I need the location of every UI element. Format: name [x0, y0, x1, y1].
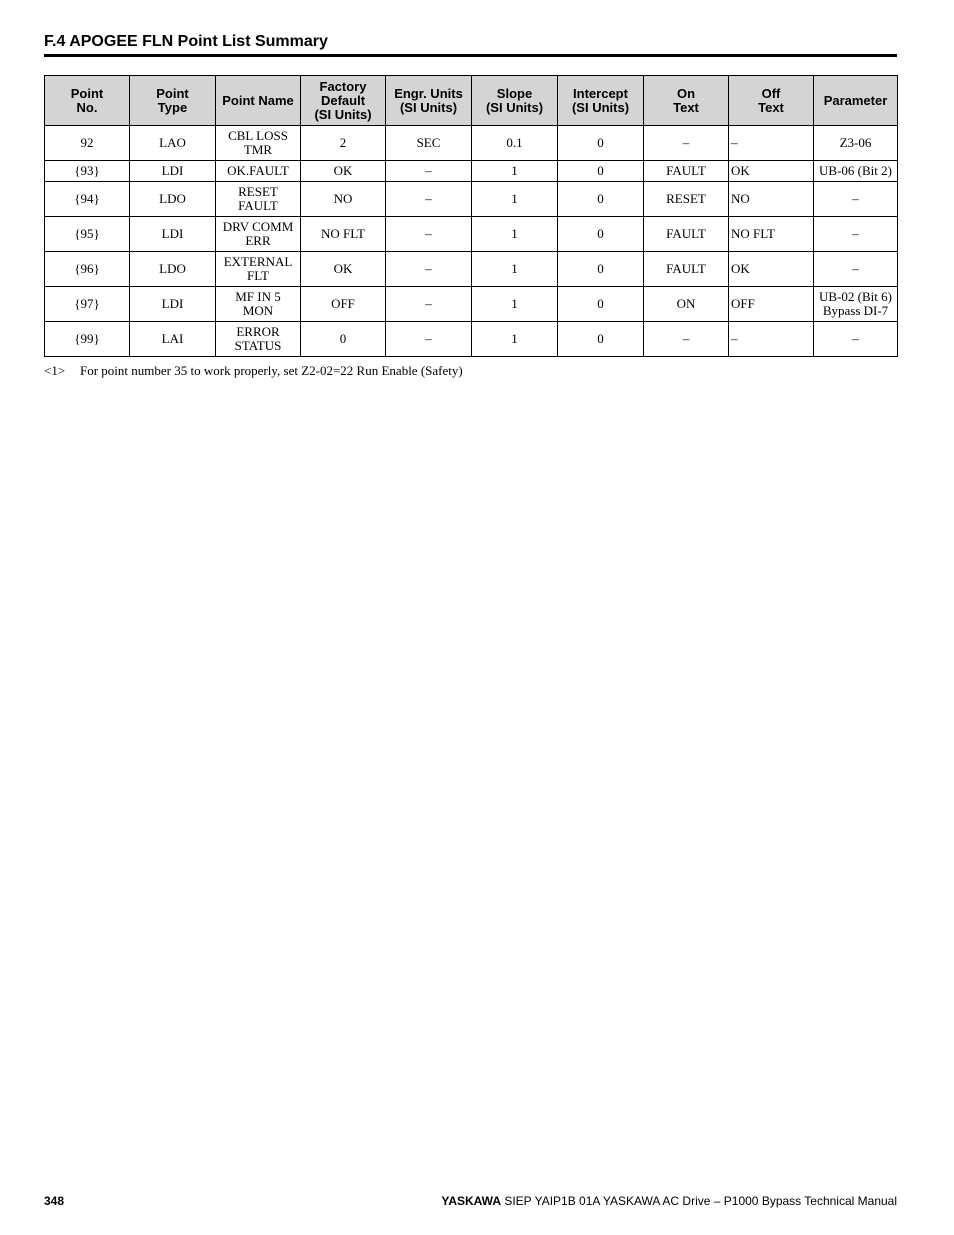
cell-factory-default: NO — [301, 182, 386, 217]
cell-on-text: FAULT — [644, 161, 729, 182]
cell-point-type: LDI — [130, 161, 216, 182]
cell-off-text: – — [729, 322, 814, 357]
cell-point-name: DRV COMM ERR — [216, 217, 301, 252]
cell-point-name: MF IN 5 MON — [216, 287, 301, 322]
cell-engr-units: – — [386, 322, 472, 357]
table-row — [45, 161, 898, 182]
cell-intercept: 0 — [558, 217, 644, 252]
cell-engr-units: – — [386, 287, 472, 322]
header-on-text: On Text — [644, 76, 729, 126]
cell-point-type: LDO — [130, 182, 216, 217]
header-parameter: Parameter — [814, 76, 898, 126]
cell-point-no: {95} — [45, 217, 130, 252]
cell-engr-units: – — [386, 252, 472, 287]
cell-parameter: – — [814, 252, 898, 287]
cell-point-type: LAO — [130, 126, 216, 161]
cell-point-type: LDI — [130, 217, 216, 252]
table-row — [45, 287, 898, 322]
cell-point-name: RESET FAULT — [216, 182, 301, 217]
cell-slope: 1 — [472, 287, 558, 322]
cell-on-text: RESET — [644, 182, 729, 217]
table-row — [45, 217, 898, 252]
cell-off-text: – — [729, 126, 814, 161]
cell-parameter: – — [814, 182, 898, 217]
header-slope: Slope (SI Units) — [472, 76, 558, 126]
header-point-name: Point Name — [216, 76, 301, 126]
cell-parameter: Z3-06 — [814, 126, 898, 161]
cell-intercept: 0 — [558, 287, 644, 322]
header-off-text: Off Text — [729, 76, 814, 126]
table-row — [45, 182, 898, 217]
cell-point-name: OK.FAULT — [216, 161, 301, 182]
cell-factory-default: 0 — [301, 322, 386, 357]
cell-intercept: 0 — [558, 322, 644, 357]
table-body — [45, 126, 898, 357]
cell-on-text: FAULT — [644, 217, 729, 252]
header-point-type: Point Type — [130, 76, 216, 126]
cell-slope: 1 — [472, 182, 558, 217]
cell-slope: 0.1 — [472, 126, 558, 161]
cell-factory-default: NO FLT — [301, 217, 386, 252]
footnote-text: For point number 35 to work properly, set Z2-02=22 Run Enable (Safety) — [80, 363, 463, 378]
cell-parameter: – — [814, 217, 898, 252]
cell-on-text: – — [644, 322, 729, 357]
cell-engr-units: – — [386, 182, 472, 217]
cell-point-no: {99} — [45, 322, 130, 357]
cell-parameter: UB-02 (Bit 6) Bypass DI-7 — [814, 287, 898, 322]
cell-factory-default: OK — [301, 161, 386, 182]
cell-point-no: {93} — [45, 161, 130, 182]
cell-point-no: {97} — [45, 287, 130, 322]
cell-intercept: 0 — [558, 126, 644, 161]
cell-off-text: OK — [729, 161, 814, 182]
cell-off-text: NO — [729, 182, 814, 217]
cell-factory-default: OK — [301, 252, 386, 287]
page-number: 348 — [44, 1194, 65, 1208]
section-title: F.4 APOGEE FLN Point List Summary — [44, 33, 328, 50]
cell-parameter: – — [814, 322, 898, 357]
cell-slope: 1 — [472, 161, 558, 182]
header-factory-default: Factory Default (SI Units) — [301, 76, 386, 126]
cell-point-name: CBL LOSS TMR — [216, 126, 301, 161]
cell-point-name: EXTERNAL FLT — [216, 252, 301, 287]
header-engr-units: Engr. Units (SI Units) — [386, 76, 472, 126]
header-intercept: Intercept (SI Units) — [558, 76, 644, 126]
footer-brand: YASKAWA — [441, 1194, 501, 1208]
cell-point-no: {94} — [45, 182, 130, 217]
cell-point-no: 92 — [45, 126, 130, 161]
table-row — [45, 126, 898, 161]
header-point-no: Point No. — [45, 76, 130, 126]
cell-point-name: ERROR STATUS — [216, 322, 301, 357]
title-rule — [44, 54, 897, 57]
table-row — [45, 322, 898, 357]
cell-intercept: 0 — [558, 252, 644, 287]
cell-intercept: 0 — [558, 182, 644, 217]
point-list-table — [44, 75, 898, 357]
cell-point-no: {96} — [45, 252, 130, 287]
cell-slope: 1 — [472, 217, 558, 252]
footer-manual-title: SIEP YAIP1B 01A YASKAWA AC Drive – P1000 Bypass Technical Manual — [501, 1194, 897, 1208]
footer-text — [441, 1194, 897, 1208]
cell-off-text: OK — [729, 252, 814, 287]
cell-off-text: OFF — [729, 287, 814, 322]
cell-point-type: LDO — [130, 252, 216, 287]
cell-off-text: NO FLT — [729, 217, 814, 252]
footnote — [44, 363, 463, 379]
cell-on-text: ON — [644, 287, 729, 322]
cell-on-text: – — [644, 126, 729, 161]
cell-parameter: UB-06 (Bit 2) — [814, 161, 898, 182]
table-row — [45, 252, 898, 287]
cell-engr-units: – — [386, 161, 472, 182]
cell-factory-default: OFF — [301, 287, 386, 322]
cell-point-type: LAI — [130, 322, 216, 357]
cell-slope: 1 — [472, 252, 558, 287]
cell-on-text: FAULT — [644, 252, 729, 287]
cell-engr-units: – — [386, 217, 472, 252]
cell-point-type: LDI — [130, 287, 216, 322]
cell-engr-units: SEC — [386, 126, 472, 161]
table-header-row — [45, 76, 898, 126]
cell-intercept: 0 — [558, 161, 644, 182]
cell-factory-default: 2 — [301, 126, 386, 161]
footnote-mark: <1> — [44, 363, 66, 378]
cell-slope: 1 — [472, 322, 558, 357]
